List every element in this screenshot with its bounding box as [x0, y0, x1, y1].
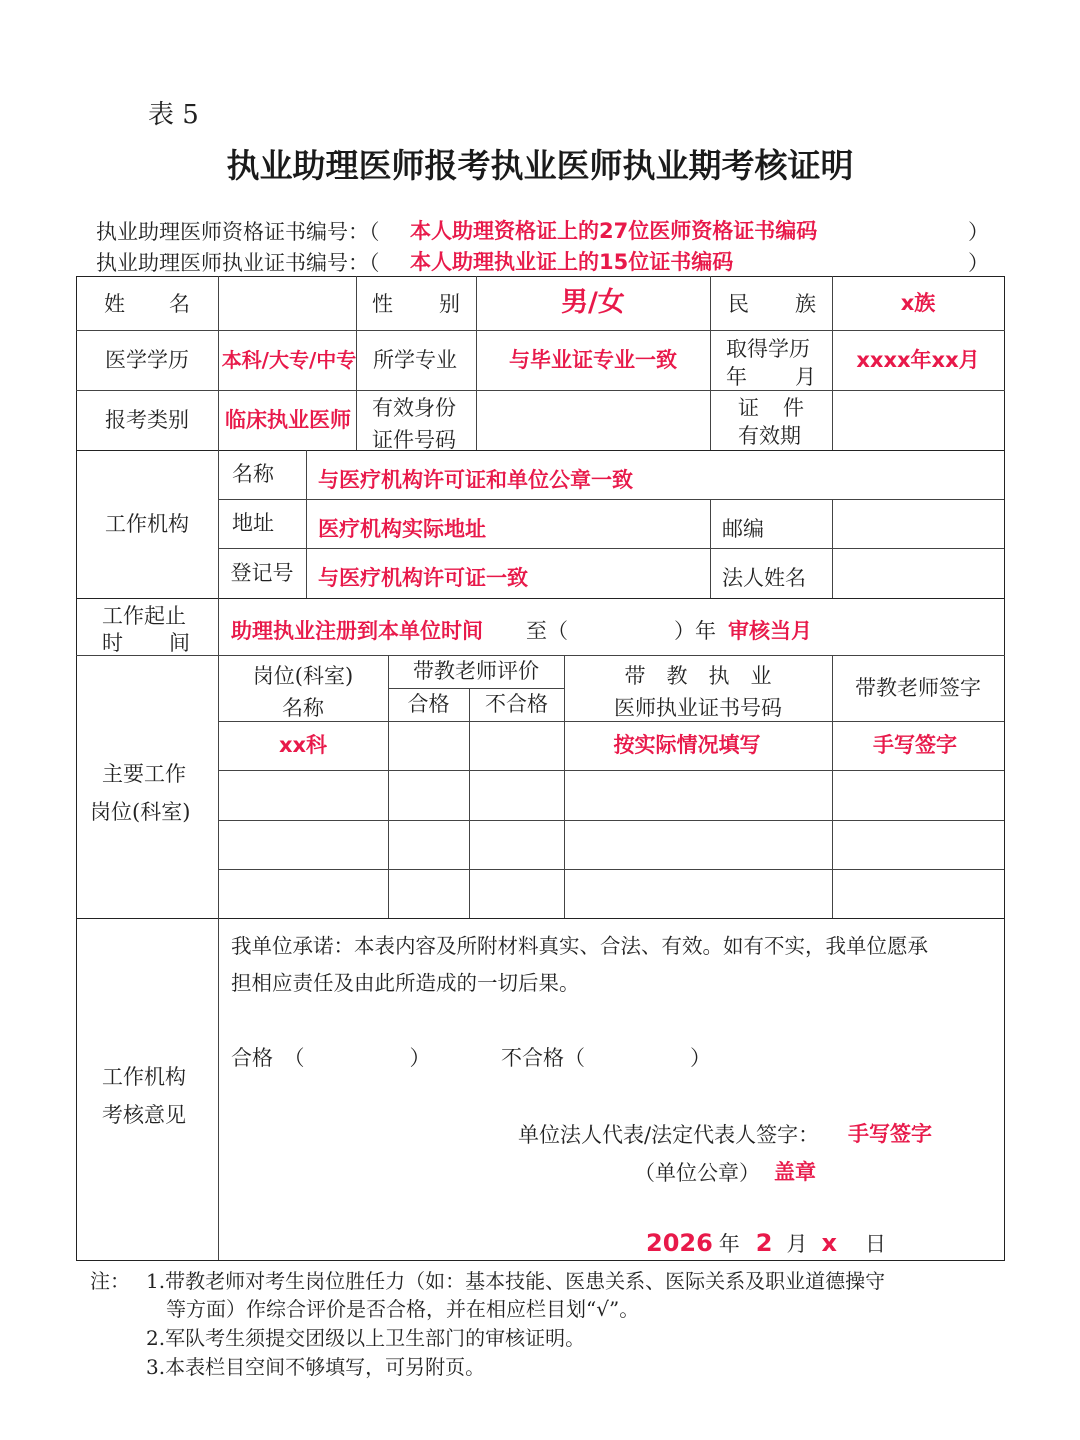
gender-label: 性 别 — [372, 292, 460, 316]
opinion-section-label: 工作机构 考核意见 — [102, 1065, 186, 1127]
institution-name-value: 与医疗机构许可证和单位公章一致 — [318, 468, 633, 492]
work-period-end: 审核当月 — [728, 619, 812, 643]
qualification-cert-hint: 本人助理资格证上的27位医师资格证书编码 — [410, 219, 818, 243]
id-validity-label: 证 件 有效期 — [738, 396, 804, 448]
notes-prefix: 注： — [90, 1269, 130, 1293]
opinion-date: 2026 年 2 月 x 日 — [646, 1229, 886, 1257]
page-title: 执业助理医师报考执业医师执业期考核证明 — [226, 146, 854, 185]
table-number: 表 5 — [148, 100, 199, 130]
category-label: 报考类别 — [105, 407, 189, 432]
degree-date-label: 取得学历 年 月 — [726, 337, 816, 389]
rep-sign-label: 单位法人代表/法定代表人签字： — [518, 1123, 820, 1147]
work-period-start: 助理执业注册到本单位时间 — [231, 619, 483, 643]
institution-name-label: 名称 — [232, 462, 274, 487]
major-value: 与毕业证专业一致 — [509, 347, 677, 372]
legal-person-label: 法人姓名 — [722, 566, 806, 590]
note-1-line-1: 1.带教老师对考生岗位胜任力（如：基本技能、医患关系、医际关系及职业道德操守 — [146, 1269, 886, 1293]
postcode-label: 邮编 — [722, 517, 764, 541]
work-period-label: 工作起止 时 间 — [102, 604, 190, 655]
note-3: 3.本表栏目空间不够填写，可另附页。 — [146, 1355, 486, 1379]
ethnicity-value: x族 — [900, 290, 936, 315]
registration-label: 登记号 — [230, 560, 294, 585]
opinion-pass-option: 合格 （ ） — [231, 1046, 431, 1070]
positions-section-label: 主要工作 岗位(科室) — [90, 762, 191, 824]
degree-date-value: xxxx年xx月 — [856, 347, 980, 372]
education-label: 医学学历 — [105, 347, 189, 372]
seal-label: （单位公章） — [634, 1161, 760, 1185]
col-cert-header: 带 教 执 业 医师执业证书号码 — [614, 664, 782, 720]
category-value: 临床执业医师 — [225, 407, 351, 432]
registration-value: 与医疗机构许可证一致 — [318, 566, 528, 590]
work-period-year: ）年 — [674, 619, 716, 643]
col-pass-header: 合格 — [407, 692, 450, 717]
qualification-cert-close: ） — [968, 220, 989, 244]
col-sign-header: 带教老师签字 — [855, 675, 981, 700]
work-period-to: 至（ — [526, 619, 568, 643]
name-label: 姓 名 — [104, 292, 190, 316]
ethnicity-label: 民 族 — [728, 292, 816, 316]
opinion-fail-option: 不合格（ ） — [501, 1046, 711, 1070]
practice-cert-hint: 本人助理执业证上的15位证书编码 — [410, 250, 734, 274]
institution-address-value: 医疗机构实际地址 — [318, 517, 486, 541]
qualification-cert-label: 执业助理医师资格证书编号：（ — [96, 220, 380, 244]
row1-post-value: xx科 — [278, 733, 328, 758]
practice-cert-label: 执业助理医师执业证书编号：（ — [96, 251, 380, 275]
seal-value: 盖章 — [774, 1160, 816, 1184]
pledge-line-2: 担相应责任及由此所造成的一切后果。 — [231, 971, 580, 995]
major-label: 所学专业 — [373, 347, 457, 372]
practice-cert-close: ） — [968, 251, 989, 275]
id-number-label: 有效身份 证件号码 — [372, 396, 456, 452]
pledge-line-1: 我单位承诺：本表内容及所附材料真实、合法、有效。如有不实，我单位愿承 — [231, 934, 928, 958]
gender-value: 男/女 — [561, 286, 625, 318]
row1-sign-value: 手写签字 — [873, 733, 957, 758]
row1-cert-value: 按实际情况填写 — [613, 733, 761, 758]
col-post-header: 岗位(科室) 名称 — [252, 664, 354, 720]
institution-section-label: 工作机构 — [105, 511, 189, 536]
col-fail-header: 不合格 — [485, 692, 548, 717]
col-eval-header: 带教老师评价 — [413, 659, 539, 684]
note-2: 2.军队考生须提交团级以上卫生部门的审核证明。 — [146, 1326, 586, 1350]
education-value: 本科/大专/中专 — [221, 347, 357, 372]
rep-sign-value: 手写签字 — [848, 1122, 932, 1146]
note-1-line-2: 等方面）作综合评价是否合格，并在相应栏目划“√”。 — [166, 1297, 640, 1321]
institution-address-label: 地址 — [232, 511, 274, 536]
